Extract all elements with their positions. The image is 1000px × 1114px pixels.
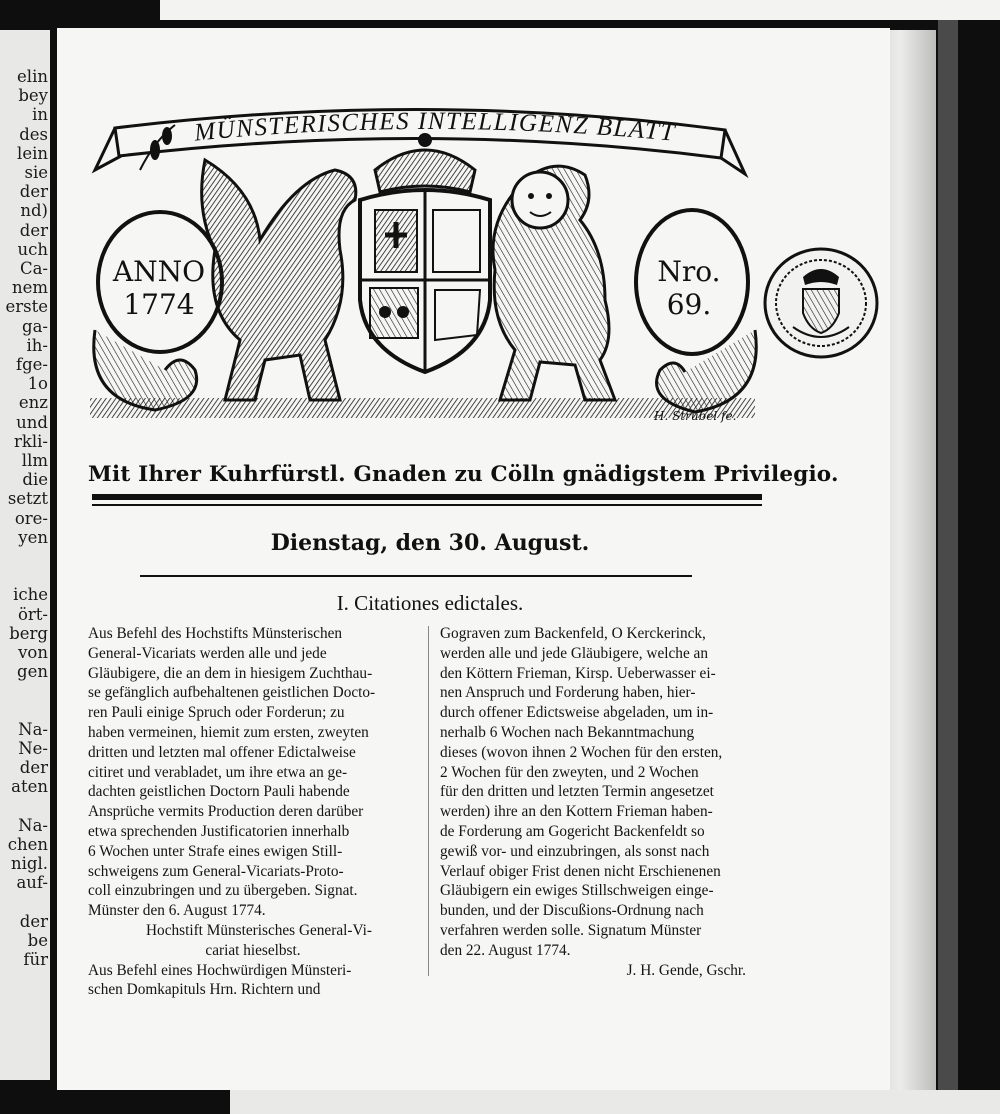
- left-page-fragment: Na-: [18, 815, 48, 835]
- library-seal-stamp: [763, 247, 879, 359]
- left-page-fragment: auf-: [16, 873, 48, 893]
- text-line: coll einzubringen und zu übergeben. Signat.: [88, 882, 358, 900]
- rule-thick: [92, 494, 762, 500]
- article-column-left: [88, 624, 418, 1000]
- text-line: Aus Befehl eines Hochwürdigen Münsteri-: [88, 961, 352, 979]
- engraver-signature: H. Strubel fe.: [654, 409, 737, 423]
- text-line: Münster den 6. August 1774.: [88, 902, 266, 920]
- text-line: Verlauf obiger Frist denen nicht Erschienenen: [440, 862, 721, 880]
- text-line: Gläubigern ein ewiges Stillschweigen einge-: [440, 882, 714, 900]
- griffin: [202, 160, 356, 400]
- masthead-title: MÜNSTERISCHES INTELLIGENZ BLATT: [193, 107, 677, 147]
- left-page-fragment: nigl.: [11, 854, 48, 874]
- left-page-fragment: fge-: [15, 355, 48, 374]
- left-page-fragment: bey: [18, 86, 48, 106]
- text-line: haben vermeinen, hiemit zum ersten, zweyten: [88, 723, 369, 741]
- left-page-fragment: der: [19, 911, 48, 931]
- text-line: bunden, und der Discußions-Ordnung nach: [440, 902, 704, 920]
- bottom-edge: [230, 1090, 1000, 1114]
- anno-block: [110, 255, 208, 321]
- left-page-fragment: ga-: [22, 316, 48, 336]
- left-page-fragment: nd): [20, 201, 48, 221]
- text-line: den Köttern Frieman, Kirsp. Ueberwasser ei-: [440, 664, 716, 682]
- left-page-fragment: der: [19, 220, 48, 240]
- left-page-fragment: ore-: [14, 508, 48, 528]
- top-edge: [160, 0, 1000, 20]
- left-page-fragment: gen: [17, 662, 48, 682]
- left-page-fragment: von: [18, 643, 48, 662]
- anno-year: 1774: [123, 288, 195, 321]
- left-page-fragment: sie: [24, 163, 48, 182]
- left-page-fragment: erste: [5, 297, 48, 317]
- text-line: J. H. Gende, Gschr.: [626, 961, 746, 979]
- left-page-fragment: elin: [17, 67, 48, 86]
- left-page-fragment: der: [19, 758, 48, 778]
- text-line: 6 Wochen unter Strafe eines ewigen Still-: [88, 842, 343, 860]
- left-page-fragment: des: [19, 124, 48, 144]
- left-page-fragment: iche: [13, 585, 48, 605]
- text-line: durch offener Edictsweise abgeladen, um in-: [440, 704, 714, 722]
- text-line: werden alle und jede Gläubigere, welche an: [440, 644, 708, 662]
- text-line: cariat hieselbst.: [205, 941, 301, 959]
- text-line: 2 Wochen für den zweyten, und 2 Wochen: [440, 763, 699, 781]
- left-page-fragment: in: [32, 105, 48, 125]
- left-page-fragment: yen: [18, 527, 48, 547]
- text-line: Gograven zum Backenfeld, O Kerckerinck,: [440, 625, 706, 642]
- text-line: etwa sprechenden Justificatorien innerhalb: [88, 822, 350, 840]
- issue-number-block: [650, 255, 728, 321]
- left-page-fragment: berg: [9, 623, 48, 643]
- privilege-line: Mit Ihrer Kuhrfürstl. Gnaden zu Cölln gnädigstem Privilegio.: [88, 462, 839, 487]
- text-line: schen Domkapituls Hrn. Richtern und: [88, 981, 321, 999]
- text-line: Hochstift Münsterisches General-Vi-: [146, 921, 372, 939]
- rule-thin: [92, 504, 762, 506]
- left-page-fragment: ört-: [17, 604, 48, 624]
- text-line: Gläubigere, die an dem in hiesigem Zuchthau-: [88, 664, 373, 682]
- issue-date: Dienstag, den 30. August.: [270, 530, 590, 556]
- section-title: I. Citationes edictales.: [336, 591, 524, 615]
- text-line: nen Anspruch und Forderung haben, hier-: [440, 684, 696, 702]
- svg-text:MÜNSTERISCHES INTELLIGENZ BLAT: [192, 108, 677, 147]
- text-line: de Forderung am Gogericht Backenfeldt so: [440, 822, 705, 840]
- text-line: dritten und letzten mal offener Edictalweise: [88, 743, 356, 761]
- left-page-fragment: die: [22, 470, 48, 490]
- text-line: General-Vicariats werden alle und jede: [88, 644, 327, 662]
- anno-label: ANNO: [112, 255, 206, 288]
- left-page-fragment: setzt: [7, 489, 48, 509]
- left-page-fragment: enz: [18, 393, 48, 413]
- text-line: verfahren werden solle. Signatum Münster: [440, 921, 702, 939]
- text-line: schweigens zum General-Vicariats-Proto-: [88, 862, 344, 880]
- text-line: nerhalb 6 Wochen nach Bekanntmachung: [440, 723, 695, 741]
- left-page-fragment: be: [27, 931, 48, 950]
- left-page-fragment: uch: [17, 239, 48, 259]
- left-page-fragment: lein: [17, 143, 48, 163]
- left-page-fragment: nem: [11, 278, 48, 298]
- text-line: se gefänglich aufbehaltenen geistlichen Docto-: [88, 684, 376, 702]
- nro-label: Nro.: [657, 255, 721, 288]
- left-page-fragment: chen: [7, 835, 48, 854]
- left-neighbour-page: [0, 30, 50, 1080]
- text-line: citiret und verabladet, um ihre etwa an ge-: [88, 763, 348, 781]
- left-page-fragment: aten: [11, 777, 48, 797]
- left-page-fragment: für: [23, 950, 48, 970]
- text-line: für den dritten und letzten Termin angesetzet: [440, 783, 714, 801]
- left-page-fragment: llm: [21, 451, 48, 470]
- text-line: dieses (wovon ihnen 2 Wochen für den ersten,: [440, 743, 723, 761]
- column-divider: [428, 626, 429, 976]
- text-line: dachten geistlichen Doctorn Pauli habende: [88, 783, 350, 801]
- left-page-fragment: Ca-: [19, 259, 48, 278]
- masthead-title-svg: [100, 106, 760, 166]
- left-page-fragment: der: [19, 182, 48, 202]
- date-rule: [140, 575, 692, 577]
- left-page-fragment: ih-: [26, 335, 48, 355]
- left-page-fragment: Na-: [18, 719, 48, 739]
- text-line: den 22. August 1774.: [440, 941, 571, 959]
- left-page-fragment: 1o: [27, 374, 48, 394]
- left-page-fragment: Ne-: [18, 739, 48, 758]
- text-line: Aus Befehl des Hochstifts Münsterischen: [88, 625, 343, 642]
- text-line: Ansprüche vermits Production deren darüber: [88, 803, 364, 821]
- text-line: werden) ihre an den Kottern Frieman haben-: [440, 803, 713, 821]
- left-page-fragment: rkli-: [13, 431, 48, 451]
- text-line: gewiß vor- und einzubringen, als sonst nach: [440, 842, 710, 860]
- article-column-right: [440, 624, 766, 980]
- book-cover-edge: [938, 20, 958, 1100]
- issue-number: 69.: [666, 288, 712, 321]
- left-page-fragment: und: [16, 412, 48, 432]
- text-line: ren Pauli einige Spruch oder Forderun; zu: [88, 704, 345, 722]
